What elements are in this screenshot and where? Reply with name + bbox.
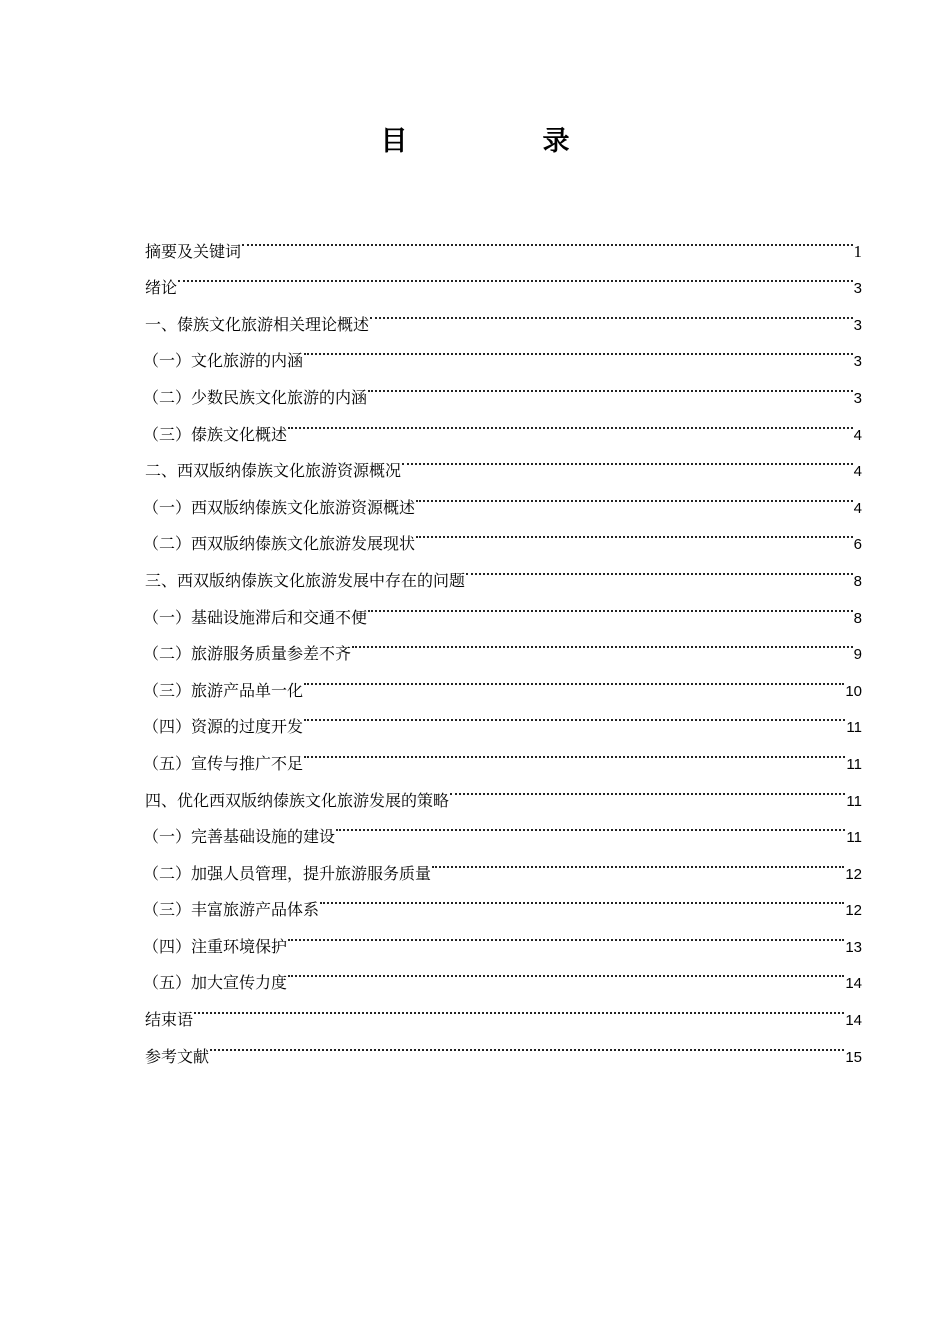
toc-entry[interactable] [145,1025,862,1066]
toc-dot-leader [304,732,845,769]
toc-dot-leader [288,952,844,989]
toc-page-number: 14 [845,1012,862,1030]
toc-page-number: 12 [845,865,862,883]
toc-entry-label: （三）傣族文化概述 [143,424,288,444]
table-of-contents [143,220,862,1066]
toc-dot-leader [416,476,853,513]
toc-page-number: 11 [846,719,862,737]
toc-entry-label: （一）完善基础设施的建设 [143,827,336,847]
toc-entry-label: 二、西双版纳傣族文化旅游资源概况 [145,461,402,481]
toc-entry-label: （二）西双版纳傣族文化旅游发展现状 [143,534,416,554]
toc-dot-leader [304,330,853,367]
toc-dot-leader [368,366,853,403]
toc-entry-label: （一）文化旅游的内涵 [143,351,304,371]
toc-dot-leader [416,513,853,550]
toc-dot-leader [336,806,845,843]
toc-dot-leader [370,293,853,330]
toc-entry-label: （三）旅游产品单一化 [143,680,304,700]
toc-dot-leader [352,623,853,660]
toc-dot-leader [402,440,853,477]
page-title: 目 录 [380,126,624,157]
toc-entry[interactable] [145,988,862,1030]
toc-page-number: 11 [846,829,862,847]
toc-entry-label: 绪论 [145,278,178,298]
toc-page-number: 8 [853,609,862,627]
toc-dot-leader [466,549,853,586]
toc-entry-label: （四）注重环境保护 [143,936,288,956]
toc-dot-leader [432,842,844,879]
toc-page-number: 8 [853,572,862,590]
toc-page-number: 13 [845,938,862,956]
toc-entry[interactable] [145,257,862,298]
toc-entry-label: （四）资源的过度开发 [143,717,304,737]
toc-page-number: 11 [846,792,862,810]
toc-entry-label: （一）基础设施滞后和交通不便 [143,607,368,627]
toc-dot-leader [194,988,844,1025]
toc-dot-leader [288,915,844,952]
toc-entry-label: （二）少数民族文化旅游的内涵 [143,387,368,407]
toc-page-number: 4 [853,463,862,481]
toc-entry-label: （二）旅游服务质量参差不齐 [143,644,352,664]
toc-dot-leader [304,696,845,733]
toc-entry-label: 一、傣族文化旅游相关理论概述 [145,314,370,334]
toc-entry-label: 三、西双版纳傣族文化旅游发展中存在的问题 [145,570,466,590]
toc-page-number: 3 [853,353,862,371]
toc-page-number: 12 [845,902,862,920]
toc-page-number: 4 [853,499,862,517]
toc-dot-leader [288,403,853,440]
toc-entry-label: （一）西双版纳傣族文化旅游资源概述 [143,497,416,517]
toc-entry-label: （五）加大宣传力度 [143,973,288,993]
toc-dot-leader [178,257,853,294]
toc-dot-leader [304,659,844,696]
toc-dot-leader [210,1025,844,1062]
toc-page-number: 1 [853,241,862,261]
toc-page-number: 6 [853,536,862,554]
toc-page-number: 15 [845,1048,862,1066]
toc-entry[interactable] [145,293,862,334]
toc-page-number: 3 [853,280,862,298]
toc-dot-leader [368,586,853,623]
toc-entry-label: 摘要及关键词 [145,241,242,261]
toc-page-number: 3 [853,389,862,407]
toc-page-number: 9 [853,646,862,664]
toc-dot-leader [450,769,845,806]
toc-page-number: 10 [845,682,862,700]
toc-dot-leader [242,220,852,257]
toc-entry-label: 四、优化西双版纳傣族文化旅游发展的策略 [145,790,450,810]
toc-page-number: 14 [845,975,862,993]
toc-page-number: 4 [853,426,862,444]
toc-entry-label: 参考文献 [145,1046,210,1066]
toc-entry-label: （二）加强人员管理，提升旅游服务质量 [143,863,432,883]
toc-page-number: 11 [846,755,862,773]
toc-entry-label: （五）宣传与推广不足 [143,753,304,773]
toc-entry-label: （三）丰富旅游产品体系 [143,900,320,920]
toc-page-number: 3 [853,316,862,334]
toc-dot-leader [320,879,844,916]
toc-entry-label: 结束语 [145,1010,194,1030]
toc-entry[interactable] [145,220,862,261]
